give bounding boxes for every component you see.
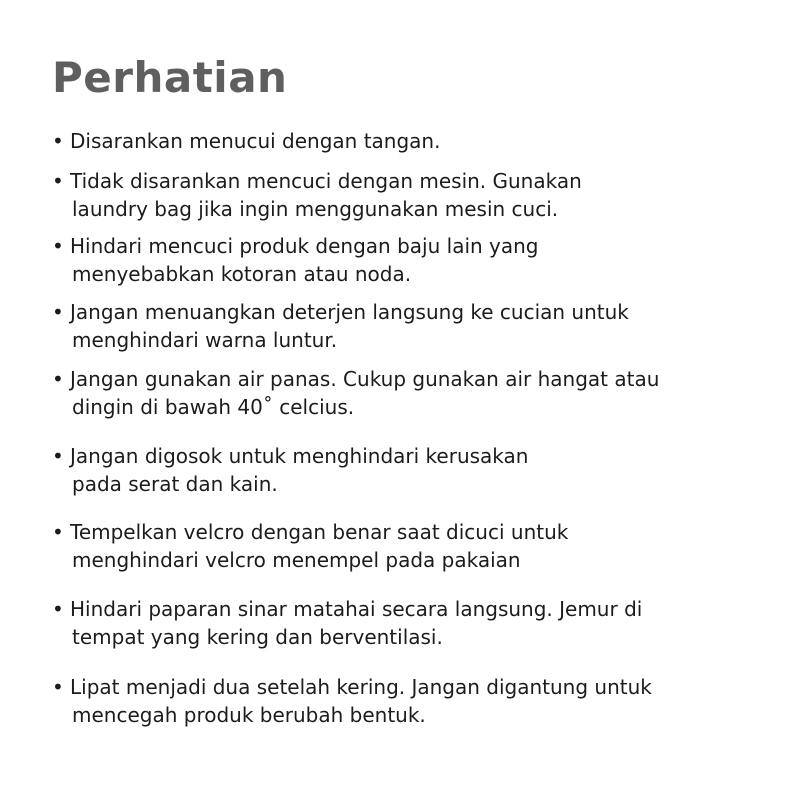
care-item-4 — [52, 298, 752, 354]
care-item-text: Jangan menuangkan deterjen langsung ke cucian untuk — [70, 300, 629, 324]
care-item-text-continued: mencegah produk berubah bentuk. — [72, 703, 426, 727]
care-item-text: Jangan digosok untuk menghindari kerusakan — [70, 444, 529, 468]
bullet: • — [52, 169, 64, 193]
care-item-6 — [52, 442, 752, 498]
care-item-text: Disarankan menucui dengan tangan. — [70, 129, 441, 153]
care-item-text-continued: laundry bag jika ingin menggunakan mesin cuci. — [72, 197, 559, 221]
care-item-text: Jangan gunakan air panas. Cukup gunakan air hangat atau — [70, 367, 660, 391]
page-title: Perhatian — [52, 53, 288, 102]
care-item-text-continued: tempat yang kering dan berventilasi. — [72, 625, 443, 649]
bullet: • — [52, 675, 64, 699]
bullet: • — [52, 597, 64, 621]
care-item-text-continued: dingin di bawah 40˚ celcius. — [72, 395, 355, 419]
care-item-text: Tidak disarankan mencuci dengan mesin. Gunakan — [70, 169, 582, 193]
care-item-text: Hindari paparan sinar matahai secara langsung. Jemur di — [70, 597, 643, 621]
care-item-text-continued: menyebabkan kotoran atau noda. — [72, 262, 412, 286]
care-item-2 — [52, 167, 752, 223]
bullet: • — [52, 444, 64, 468]
care-item-1 — [52, 127, 752, 155]
care-item-8 — [52, 595, 752, 651]
care-item-text-continued: pada serat dan kain. — [72, 472, 278, 496]
care-item-7 — [52, 518, 752, 574]
care-item-text: Hindari mencuci produk dengan baju lain yang — [70, 234, 539, 258]
bullet: • — [52, 300, 64, 324]
care-item-5 — [52, 365, 752, 421]
care-item-text: Tempelkan velcro dengan benar saat dicuci untuk — [70, 520, 569, 544]
bullet: • — [52, 367, 64, 391]
care-item-text-continued: menghindari velcro menempel pada pakaian — [72, 548, 521, 572]
care-item-9 — [52, 673, 752, 729]
care-item-3 — [52, 232, 752, 288]
care-item-text-continued: menghindari warna luntur. — [72, 328, 338, 352]
bullet: • — [52, 129, 64, 153]
bullet: • — [52, 520, 64, 544]
bullet: • — [52, 234, 64, 258]
care-item-text: Lipat menjadi dua setelah kering. Jangan digantung untuk — [70, 675, 652, 699]
